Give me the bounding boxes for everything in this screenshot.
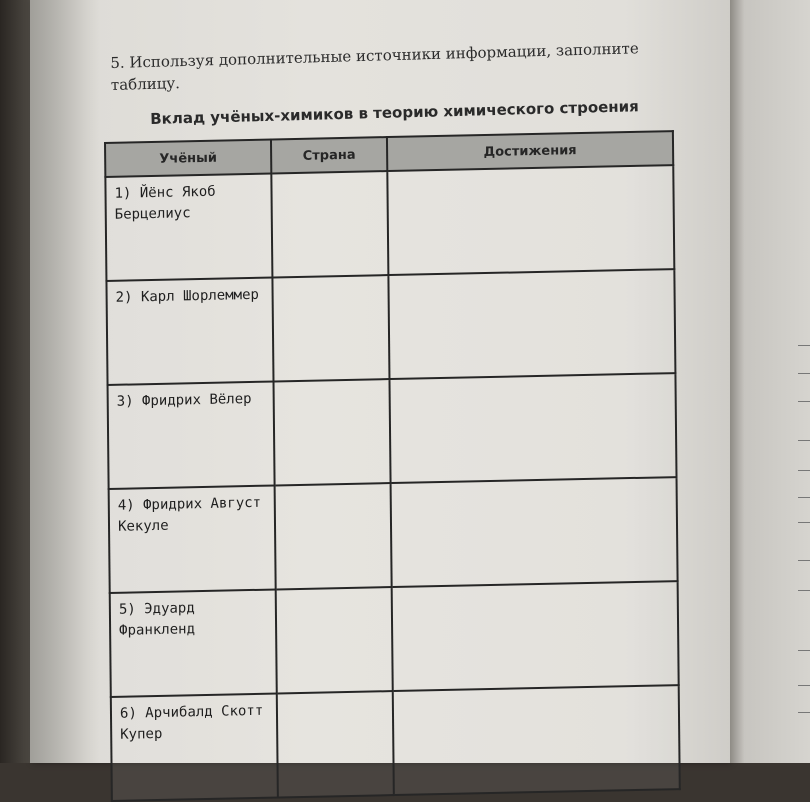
achievements-cell[interactable] — [388, 269, 675, 379]
country-cell[interactable] — [272, 275, 389, 381]
scientist-cell: 4) Фридрих Август Кекуле — [109, 486, 276, 593]
line-mark — [798, 345, 810, 346]
country-cell[interactable] — [276, 587, 393, 693]
table-container — [104, 130, 680, 748]
achievements-cell[interactable] — [393, 685, 680, 795]
scientist-cell: 5) Эдуард Франкленд — [110, 590, 277, 697]
line-mark — [798, 522, 810, 523]
scientists-table — [104, 130, 681, 802]
header-country: Страна — [271, 137, 387, 173]
scientist-cell: 1) Йёнс Якоб Берцелиус — [105, 174, 272, 281]
line-mark — [798, 373, 810, 374]
line-mark — [798, 590, 810, 591]
table-row — [111, 685, 680, 801]
country-cell[interactable] — [275, 483, 392, 589]
task-number: 5. — [110, 53, 125, 72]
scientist-cell: 2) Карл Шорлеммер — [106, 278, 273, 385]
line-mark — [798, 497, 810, 498]
next-page-edge — [730, 0, 810, 763]
country-cell[interactable] — [271, 171, 388, 277]
achievements-cell[interactable] — [389, 373, 676, 483]
table-row — [105, 165, 674, 281]
scientist-cell: 3) Фридрих Вёлер — [108, 382, 275, 489]
country-cell[interactable] — [274, 379, 391, 485]
line-mark — [798, 685, 810, 686]
scientist-cell: 6) Арчибалд Скотт Купер — [111, 694, 278, 801]
header-achievements: Достижения — [387, 131, 673, 171]
page-gutter-shadow — [30, 0, 100, 763]
line-mark — [798, 470, 810, 471]
line-mark — [798, 440, 810, 441]
table-row — [108, 373, 677, 489]
line-mark — [798, 401, 810, 402]
table-title: Вклад учёных-химиков в теорию химического строения — [150, 97, 640, 128]
table-row — [109, 477, 678, 593]
achievements-cell[interactable] — [387, 165, 674, 275]
achievements-cell[interactable] — [392, 581, 679, 691]
task-text: Используя дополнительные источники информации, заполните таблицу. — [110, 39, 639, 94]
line-mark — [798, 560, 810, 561]
line-mark — [798, 712, 810, 713]
header-scientist: Учёный — [105, 140, 271, 177]
table-row — [106, 269, 675, 385]
line-mark — [798, 650, 810, 651]
table-row — [110, 581, 679, 697]
achievements-cell[interactable] — [391, 477, 678, 587]
country-cell[interactable] — [277, 691, 394, 797]
